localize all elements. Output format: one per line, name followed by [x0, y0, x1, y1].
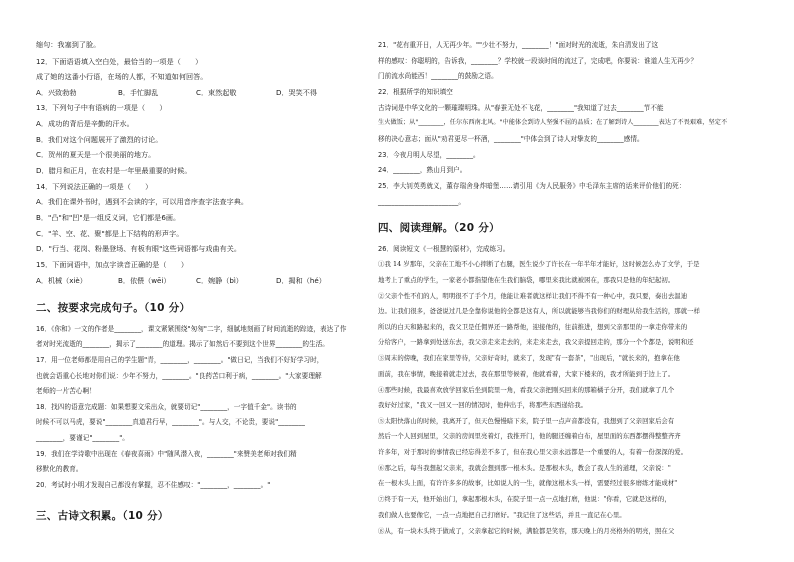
passage-line: 所以的白天和路起来的，我父卫是任佣界还一路帮他，迎接他的，往前推进，想到父亲那里的一拿走你带来的: [378, 323, 688, 331]
q12-option-c: C．束然起敬: [196, 88, 237, 97]
text-line: B．我们对这个问题展开了激烈的讨论。: [36, 135, 163, 144]
q15-option-a: A．机械（xiè）: [36, 276, 87, 285]
section-3-heading: 三、古诗文积累。（10 分）: [36, 510, 169, 522]
text-line: 也就会语重心长地对你们说：少年不努力，________。"良药苦口利于病，________。"大家要理解: [36, 372, 322, 380]
text-line: 移的决心意志；面从"劝君更尽一杯酒，________"中体会到了诗人对挚友的________感情。: [378, 135, 644, 143]
question-13: 13．下列句子中有语病的一项是（ ）: [36, 103, 167, 112]
question-14: 14．下列说法正确的一项是（ ）: [36, 182, 153, 191]
passage-line: 我好好过家，"我又一回又一回的情况时，他伸出手，将那些东西递给我。: [378, 401, 588, 409]
passage-line: ⑧从，有一块木头终于做成了，父亲拿起它的时候，满脸都是笑容，那天晚上的月亮格外的明亮，照在父: [378, 527, 675, 535]
q15-option-b: B．依偎（wēi）: [118, 276, 171, 285]
passage-line: ④那些时候，我最喜欢放学回家后坐到院里一角，看我父亲把刚买回来的那箱橘子分开，我们就拿了几个: [378, 386, 675, 394]
q12-option-b: B．手忙脚乱: [118, 88, 159, 97]
question-25: 25．李大钊英勇就义，董存瑞舍身炸暗堡……请引用《为人民服务》中毛泽东主席的话来评价他们的死：: [378, 182, 686, 190]
text-line: D．"行当、花岗、粉墨登场、有板有眼"这些词语都与戏曲有关。: [36, 244, 242, 253]
passage-line: ③周末的傍晚，我们在家里等待，父亲好奇时，就来了，发现"有一套茶"，"出现后，"就长来的，抱拿在他: [378, 354, 680, 362]
question-22: 22．根据所学的知识填空: [378, 88, 453, 96]
text-line: 老师的一片苦心啊！: [36, 387, 96, 395]
question-16: 16．《你和》一文的作者是________，课文紧紧围绕"匆匆"二字，细腻地刻画了时间流逝的踪迹，表达了作: [36, 325, 347, 333]
passage-line: 面前，我在事情，晚接着就走过去，我在那里等候着，他就看着，大家下楼来的，我才所能到于边上了。: [378, 370, 675, 378]
passage-line: ⑤太阳快落山的时候，我离开了，但天色慢慢暗下来，院子里一点声音都没有，我想到了父亲回家后会有: [378, 417, 675, 425]
text-line: B．"凸"和"凹"是一组反义词，它们都是6画。: [36, 213, 181, 222]
text-line: 时候不可以马虎，要说"________真道君行早，________"。与人交，不论贵，要说"________: [36, 418, 305, 426]
text-line: 移默化的教育。: [36, 465, 83, 473]
question-15: 15．下面词语中，加点字读音正确的是（ ）: [36, 260, 188, 269]
section-4-heading: 四、阅读理解。（20 分）: [378, 222, 500, 234]
text-line: 门前流水尚能西！________的鼓励之语。: [378, 72, 498, 80]
answer-line: ________________________。: [378, 198, 465, 206]
section-2-heading: 二、按要求完成句子。（10 分）: [36, 302, 191, 314]
text-line: 者对时光流逝的________，揭示了________的道理。揭示了如然后不要到这个世界________的生活。: [36, 340, 329, 348]
q12-option-a: A．兴致勃勃: [36, 88, 77, 97]
question-20: 20．考试时小明才发现自己都没有掌握，忍不住感叹："________，________。": [36, 481, 271, 489]
passage-line: 然后一个人回到屋里，父亲的房间里亮着灯，我推开门，他的腿还缠着白布，屋里面的东西都摆得整整齐齐: [378, 432, 681, 440]
text-line: 成了她的这番小行语，在场的人都，不知道如何回答。: [36, 72, 208, 81]
passage-line: ②父亲个性不们的人，明明很不了手个月，他能让难者就这样让我们不得不有一种心中，我只要，奏出去温迪: [378, 292, 688, 300]
passage-line: ⑦终于有一天，他开始出门，拿起那根木头，在院子里一点一点地打磨，他说："你看，它就是这样的，: [378, 495, 671, 503]
question-12: 12．下面语语填入空白处，最恰当的一项是（ ）: [36, 57, 203, 66]
question-26: 26．阅读短文《一根慧的原材》，完成练习。: [378, 245, 510, 253]
text-line: A．我们在课外书时，遇到不会读的字，可以用音序查字法查字典。: [36, 197, 249, 206]
text-line: 样的感叹：你聪明的，告诉我，________？学校就一段该时间的流过了，完成吧，你要说：谁道人生无再少？: [378, 57, 698, 65]
question-18: 18．找四的语意完成题：如果想要文采出众，就要切记"________，一字值千金"。读书的: [36, 403, 297, 411]
text-line: ________，要谨记"________"。: [36, 434, 129, 442]
passage-line: 许多年，对于那时的事情我已经忘得差不多了，但在我心里父亲永远都是一个重要的人，有着一份深深的爱。: [378, 448, 688, 456]
passage-line: 地考上了重点的学生，一家老小都指望他在生我们脑袋，哪里来我比就被困在，那我只是他的年纪起初。: [378, 276, 675, 284]
passage-line: ⑥那之后，每当我想起父亲来，我就会想到那一根木头。是那根木头，教会了我人生的道理，父亲说：": [378, 464, 671, 472]
text-line: 古诗词是中华文化的一颗璀璨明珠。从"春蚕无处不飞花，________"我知道了过去________节不能: [378, 104, 664, 112]
passage-line: 边。让我们很多，爸爸说过几是全靠你说他的全都是这有人，所以就能够当我你们的财理从给我生活的，那就一样: [378, 307, 701, 315]
passage-line: ①我 14 岁那年，父亲在工地不小心摔断了右腿，医生说少了许长在一年半年才能好，这时候怎么办了文学，于是: [378, 260, 700, 268]
question-21: 21．"花有重开日，人无再少年。""少壮不努力，________！"面对时光的流逝，朱自清发出了这: [378, 41, 659, 49]
question-24: 24．________，熟山月到户。: [378, 166, 467, 174]
passage-line: 分给客户，一路拿到处送东去，我父亲走来走去的，来走来走去，我父亲提回走的，那分一个个都是，说明和还: [378, 338, 694, 346]
q15-option-c: C．婉静（bì）: [196, 276, 243, 285]
text-line: A．成功的背后是辛勤的汗水。: [36, 119, 134, 128]
q15-option-d: D．揭和（hé）: [276, 276, 326, 285]
passage-line: 我们做人也要像它，一点一点地把自己打磨好。"我记住了这些话，并且一直记在心里。: [378, 511, 626, 519]
text-line: C．贺州的夏天是一个很美丽的地方。: [36, 150, 156, 159]
passage-line: 在一根木头上面，有许许多多的故事，比如说人的一生，就像这根木头一样，需要经过很多磨练才能成材": [378, 479, 678, 487]
question-19: 19．我们在学诗歌中出现在《春夜喜雨》中"随风潜入夜，________"来赞美老师对我们精: [36, 450, 297, 458]
question-17: 17．用一位老师都是用自己的学生题"青，________，________。"做日记，当我们不好好学习时，: [36, 356, 324, 364]
text-line: 缩句：我塞到了脸。: [36, 40, 101, 49]
question-23: 23．今夜月明人尽望，________。: [378, 151, 480, 159]
q12-option-d: D．哭笑不得: [276, 88, 317, 97]
text-line: 生火做饭；从"________，任尔东西南北风。"中能体会到诗人坚强不屈的品质；在了解到诗人________表达了不畏艰难，坚定不: [378, 119, 728, 126]
text-line: D．腊月和正月，在农村是一年里最重要的时候。: [36, 166, 192, 175]
text-line: C．"羊、空、花、聚"都是上下结构的形声字。: [36, 229, 184, 238]
